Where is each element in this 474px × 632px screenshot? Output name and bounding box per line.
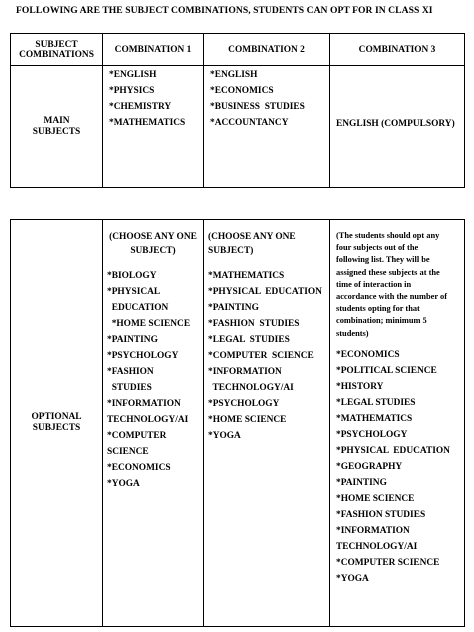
list-item: *COMPUTER bbox=[107, 431, 167, 441]
list-item: following list. They will be bbox=[336, 255, 430, 265]
list-item: *ENGLISH bbox=[109, 70, 157, 80]
list-item: *INFORMATION bbox=[336, 525, 410, 536]
list-item: *HOME SCIENCE bbox=[336, 493, 415, 504]
list-item: *BIOLOGY bbox=[107, 271, 157, 281]
header-subject-combinations-line1: SUBJECT bbox=[35, 39, 78, 50]
list-item: *PSYCHOLOGY bbox=[336, 429, 408, 440]
header-combination-1: COMBINATION 1 bbox=[103, 34, 204, 66]
list-item: (The students should opt any bbox=[336, 231, 440, 240]
main-subjects-table bbox=[10, 33, 465, 188]
main-subjects-row bbox=[11, 66, 465, 188]
list-item: *ECONOMICS bbox=[210, 86, 274, 96]
heading-line: (CHOOSE ANY ONE bbox=[109, 232, 197, 242]
list-item: *LEGAL STUDIES bbox=[336, 397, 416, 408]
list-item: *CHEMISTRY bbox=[109, 102, 172, 112]
list-item: accordance with the number of bbox=[336, 292, 448, 302]
list-item: students opting for that bbox=[336, 304, 420, 314]
header-subject-combinations-line2: COMBINATIONS bbox=[19, 49, 94, 60]
list-item: *HOME SCIENCE bbox=[208, 415, 287, 425]
main-combination-1 bbox=[103, 66, 204, 188]
list-item: *PAINTING bbox=[336, 477, 387, 488]
list-item: TECHNOLOGY/AI bbox=[107, 415, 189, 425]
list-item: *PAINTING bbox=[208, 303, 259, 313]
optional-subjects-label bbox=[11, 220, 103, 627]
list-item: *YOGA bbox=[107, 479, 140, 489]
list-item: *PSYCHOLOGY bbox=[208, 399, 280, 409]
header-combination-2: COMBINATION 2 bbox=[204, 34, 330, 66]
list-item: *LEGAL STUDIES bbox=[208, 335, 290, 345]
heading-line: SUBJECT) bbox=[130, 246, 176, 256]
list-item: *HISTORY bbox=[336, 381, 384, 392]
list-item: STUDIES bbox=[107, 383, 152, 393]
list-item: time of interaction in bbox=[336, 279, 412, 289]
main-subjects-label-line2: SUBJECTS bbox=[32, 126, 81, 137]
choose-one-heading bbox=[204, 220, 329, 258]
list-item: EDUCATION bbox=[107, 303, 169, 313]
main-combination-3 bbox=[330, 66, 465, 188]
header-combination-3: COMBINATION 3 bbox=[330, 34, 465, 66]
list-item: *PHYSICAL EDUCATION bbox=[208, 287, 322, 297]
list-item: ENGLISH (COMPULSORY) bbox=[336, 119, 455, 129]
list-item: TECHNOLOGY/AI bbox=[336, 541, 418, 552]
list-item: *FASHION STUDIES bbox=[208, 319, 300, 329]
main-subjects-label bbox=[11, 66, 103, 188]
optional-subjects-table bbox=[10, 219, 465, 627]
header-subject-combinations bbox=[11, 34, 103, 66]
list-item: *ACCOUNTANCY bbox=[210, 118, 289, 128]
list-item: students) bbox=[336, 328, 369, 338]
list-item: *COMPUTER SCIENCE bbox=[336, 557, 440, 568]
list-item: *BUSINESS STUDIES bbox=[210, 102, 305, 112]
heading-line: (CHOOSE ANY ONE bbox=[208, 232, 296, 242]
list-item: *COMPUTER SCIENCE bbox=[208, 351, 314, 361]
optional-subjects-label-line1: OPTIONAL bbox=[31, 412, 82, 422]
heading-line: SUBJECT) bbox=[208, 246, 254, 256]
main-subjects-label-line1: MAIN bbox=[43, 115, 70, 126]
list-item: *PHYSICS bbox=[109, 86, 155, 96]
list-item: *GEOGRAPHY bbox=[336, 461, 403, 472]
list-item: SCIENCE bbox=[107, 447, 149, 457]
list-item: four subjects out of the bbox=[336, 243, 419, 253]
list-item: *ECONOMICS bbox=[336, 349, 400, 360]
list-item: *POLITICAL SCIENCE bbox=[336, 365, 437, 376]
list-item: *MATHEMATICS bbox=[336, 413, 413, 424]
selection-note bbox=[330, 220, 464, 340]
list-item: *FASHION bbox=[107, 367, 154, 377]
list-item: *YOGA bbox=[336, 573, 369, 584]
list-item: *INFORMATION bbox=[208, 367, 282, 377]
list-item: *PHYSICAL EDUCATION bbox=[336, 445, 450, 456]
main-combination-2 bbox=[204, 66, 330, 188]
optional-combination-3 bbox=[330, 220, 465, 627]
optional-combination-2 bbox=[204, 220, 330, 627]
list-item: *MATHEMATICS bbox=[208, 271, 285, 281]
list-item: *FASHION STUDIES bbox=[336, 509, 426, 520]
list-item: *PSYCHOLOGY bbox=[107, 351, 179, 361]
list-item: *HOME SCIENCE bbox=[107, 319, 191, 329]
list-item: assigned these subjects at the bbox=[336, 267, 440, 277]
list-item: *PHYSICAL bbox=[107, 287, 161, 297]
list-item: *MATHEMATICS bbox=[109, 118, 186, 128]
list-item: *ECONOMICS bbox=[107, 463, 171, 473]
list-item: *PAINTING bbox=[107, 335, 158, 345]
choose-one-heading bbox=[103, 220, 203, 258]
optional-subjects-label-line2: SUBJECTS bbox=[32, 423, 81, 433]
list-item: *INFORMATION bbox=[107, 399, 181, 409]
list-item: *ENGLISH bbox=[210, 70, 258, 80]
list-item: combination; minimum 5 bbox=[336, 316, 427, 326]
list-item: *YOGA bbox=[208, 431, 241, 441]
optional-combination-1 bbox=[103, 220, 204, 627]
optional-subjects-row bbox=[11, 220, 465, 627]
list-item: TECHNOLOGY/AI bbox=[208, 383, 294, 393]
header-row bbox=[11, 34, 465, 66]
page-title: FOLLOWING ARE THE SUBJECT COMBINATIONS, STUDENTS CAN OPT FOR IN CLASS XI bbox=[16, 5, 433, 16]
